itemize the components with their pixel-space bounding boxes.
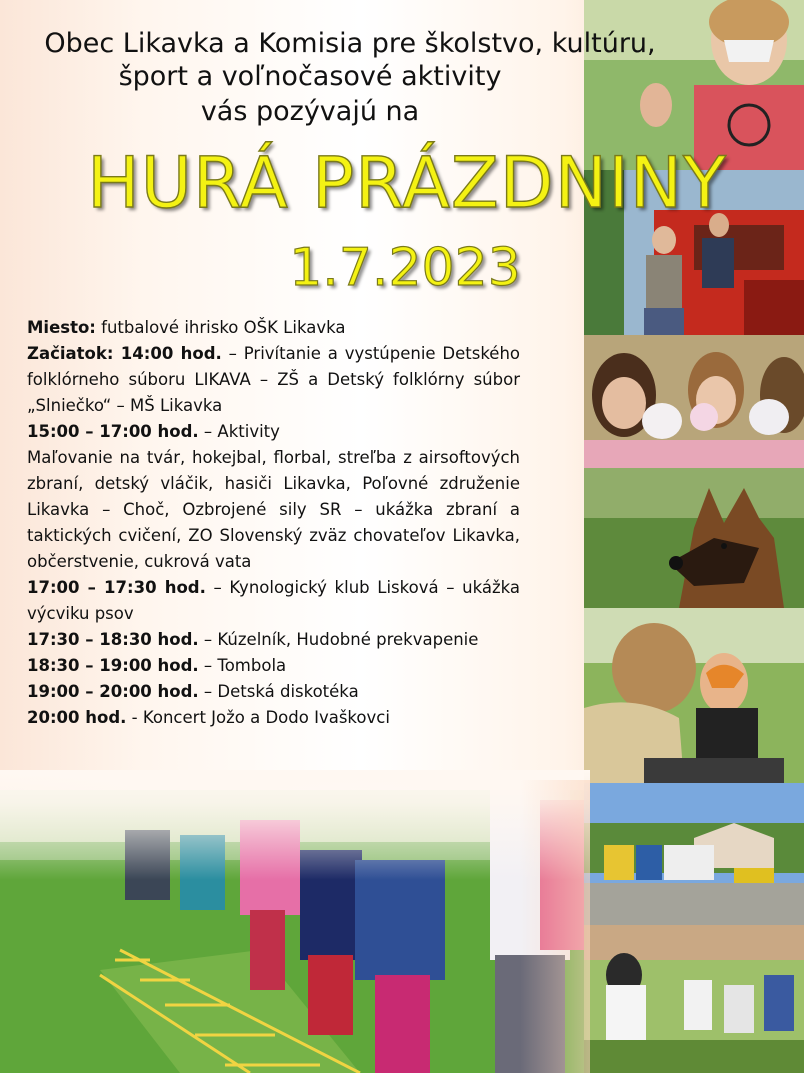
program-item-label: 17:30 – 18:30 hod.: [27, 630, 199, 649]
program-item-text: – Privítanie a vystúpenie Detského folklórneho súboru LIKAVA – ZŠ a Detský folklórny súbor „Slniečko“ – MŠ Likavka: [27, 344, 520, 415]
header-line-2: šport a voľnočasové aktivity: [118, 61, 502, 92]
program-item: [27, 341, 520, 419]
event-date: 1.7.2023: [289, 238, 521, 298]
program-item-text: futbalové ihrisko OŠK Likavka: [95, 318, 346, 337]
program-item-label: 19:00 – 20:00 hod.: [27, 682, 199, 701]
program-item: [27, 653, 520, 679]
program-item: [27, 575, 520, 627]
program-item-text: – Aktivity: [198, 422, 280, 441]
photo-german-shepherd: [584, 468, 804, 608]
program-item: [27, 705, 520, 731]
program-item-label: 20:00 hod.: [27, 708, 127, 727]
program-item-label: 17:00 – 17:30 hod.: [27, 578, 206, 597]
program-item: [27, 679, 520, 705]
program-list: [27, 315, 520, 731]
program-item-label: Začiatok: 14:00 hod.: [27, 344, 222, 363]
program-item-text: – Kúzelník, Hudobné prekvapenie: [198, 630, 479, 649]
header-line-1: Obec Likavka a Komisia pre školstvo, kultúru,: [44, 28, 656, 59]
program-item-label: 15:00 – 17:00 hod.: [27, 422, 199, 441]
scene-fade-overlay: [0, 770, 590, 880]
program-item: [27, 419, 520, 445]
photo-face-painting: [584, 608, 804, 783]
program-item: [27, 315, 520, 341]
program-item-text: - Koncert Jožo a Dodo Ivaškovci: [126, 708, 390, 727]
program-item-text: – Detská diskotéka: [198, 682, 359, 701]
photo-kids-train: [584, 783, 804, 925]
program-item-text: – Tombola: [198, 656, 287, 675]
program-item-text: Maľovanie na tvár, hokejbal, florbal, streľba z airsoftových zbraní, detský vláčik, hasiči Likavka, Poľovné združenie Likavka – Choč, Ozbrojené sily SR – ukážka zbraní a taktických cvičení, ZO Slovenský zväz chovateľov Likavka, občerstvenie, cukrová vata: [27, 448, 520, 571]
photo-floorball: [584, 925, 804, 1073]
header-line-3: vás pozývajú na: [200, 96, 420, 127]
program-item-label: 18:30 – 19:00 hod.: [27, 656, 199, 675]
program-item: [27, 627, 520, 653]
event-title: HURÁ PRÁZDNINY: [87, 142, 727, 224]
program-item: [27, 445, 520, 575]
program-item-label: Miesto:: [27, 318, 96, 337]
program-item-text: – Kynologický klub Lisková – ukážka výcviku psov: [27, 578, 520, 623]
scene-fade-right-overlay: [520, 780, 590, 1073]
photo-girls-cotton-candy: [584, 335, 804, 468]
